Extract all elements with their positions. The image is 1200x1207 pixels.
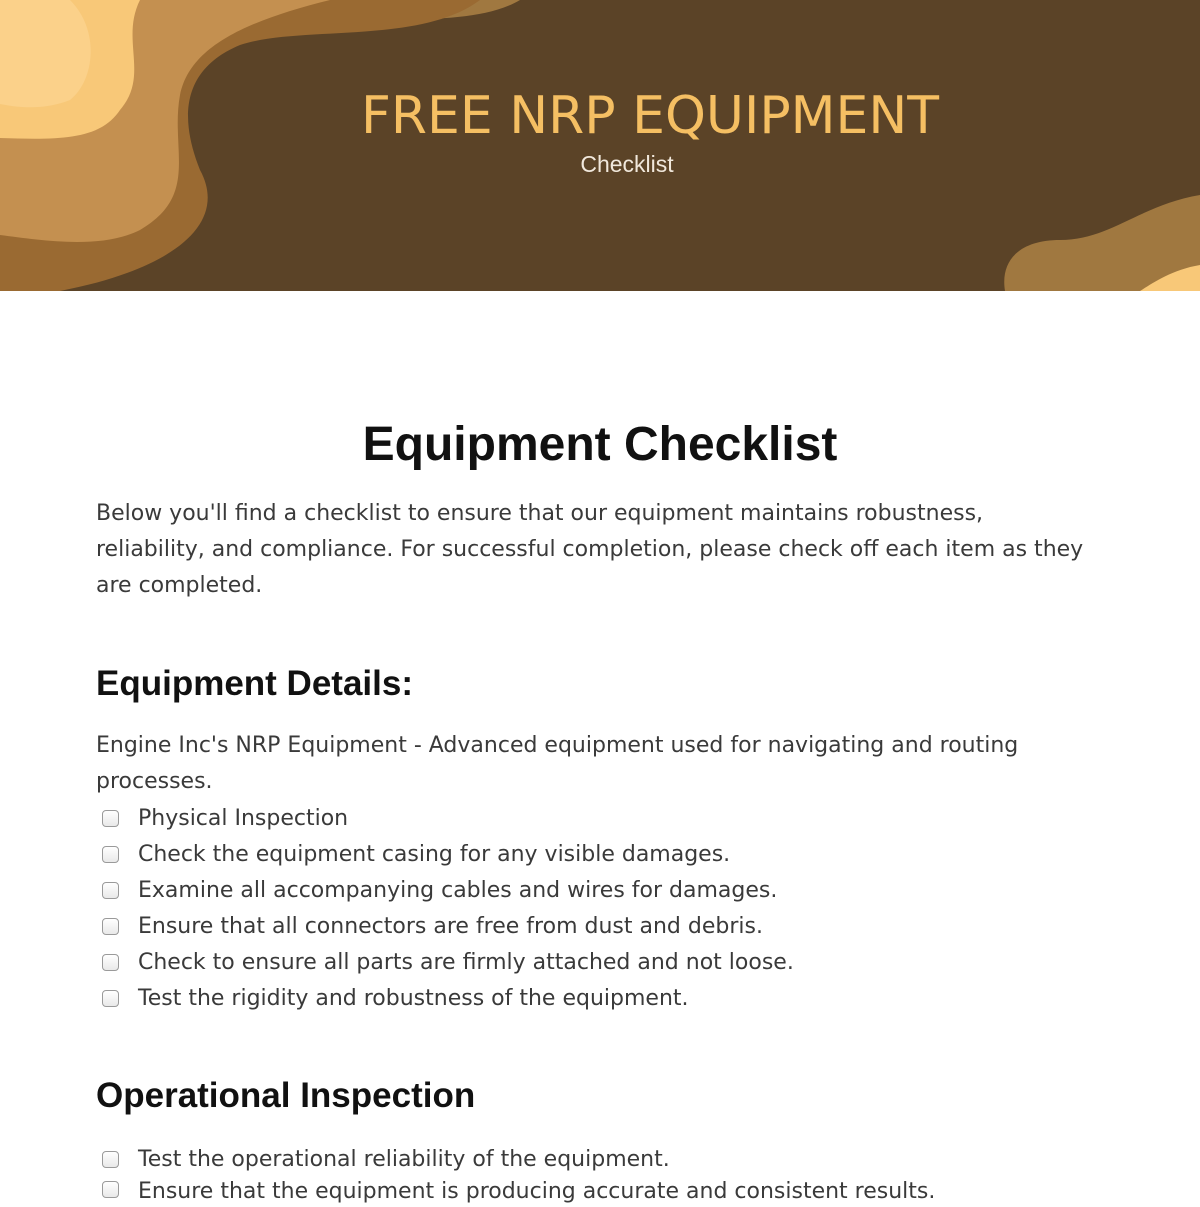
checklist-item[interactable] [96, 980, 794, 1016]
checklist-item-label: Examine all accompanying cables and wires for damages. [138, 877, 778, 903]
checklist-item[interactable] [96, 836, 794, 872]
checkbox[interactable] [102, 1151, 119, 1168]
checkbox[interactable] [102, 954, 119, 971]
operational-inspection-checklist [96, 1141, 935, 1207]
checklist-item[interactable] [96, 908, 794, 944]
checklist-item-label: Test the operational reliability of the equipment. [138, 1146, 670, 1172]
section-heading-operational-inspection: Operational Inspection [96, 1076, 476, 1115]
header-banner [0, 0, 1200, 291]
page-title: Equipment Checklist [362, 418, 838, 471]
checkbox[interactable] [102, 918, 119, 935]
checklist-item-label: Ensure that the equipment is producing accurate and consistent results. [138, 1179, 936, 1204]
banner-subtitle: Checklist [580, 151, 674, 177]
banner-title: FREE NRP EQUIPMENT [360, 86, 940, 146]
checklist-item-label: Physical Inspection [138, 805, 349, 831]
checkbox[interactable] [102, 846, 119, 863]
checklist-item-label: Check to ensure all parts are firmly attached and not loose. [138, 949, 794, 975]
checklist-item[interactable] [96, 800, 794, 836]
checkbox[interactable] [102, 990, 119, 1007]
checklist-item[interactable] [96, 872, 794, 908]
checklist-item-label: Check the equipment casing for any visible damages. [138, 841, 731, 867]
equipment-description: Engine Inc's NRP Equipment - Advanced equipment used for navigating and routing processes. [96, 733, 1019, 794]
intro-paragraph: Below you'll find a checklist to ensure that our equipment maintains robustness, reliability, and compliance. For successful completion, please check off each item as they are completed. [96, 501, 1084, 598]
checklist-item[interactable] [96, 1177, 935, 1207]
checklist-item-label: Test the rigidity and robustness of the equipment. [138, 985, 689, 1011]
checklist-item-label: Ensure that all connectors are free from dust and debris. [138, 913, 763, 939]
checkbox[interactable] [102, 810, 119, 827]
checklist-item[interactable] [96, 944, 794, 980]
checklist-item[interactable] [96, 1141, 935, 1177]
checkbox[interactable] [102, 1181, 119, 1198]
checkbox[interactable] [102, 882, 119, 899]
equipment-details-checklist [96, 800, 794, 1016]
section-heading-equipment-details: Equipment Details: [96, 664, 413, 703]
